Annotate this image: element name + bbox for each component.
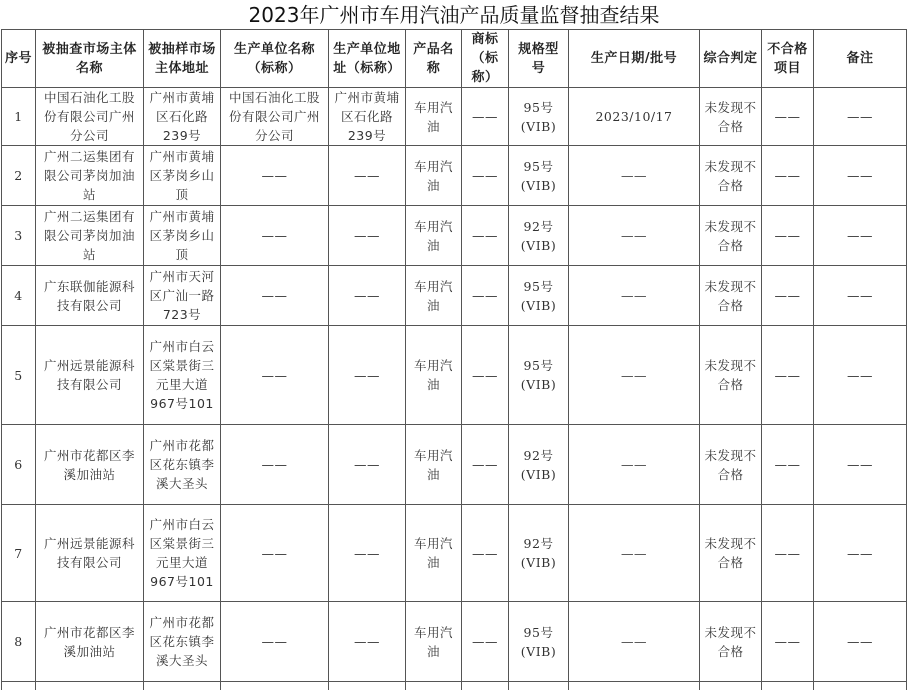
manufacturer: —— <box>221 425 329 505</box>
production-date: —— <box>569 602 700 682</box>
inspected-entity: 广州市花都区李溪加油站 <box>36 602 144 682</box>
remarks: —— <box>814 88 907 146</box>
header-cell: 生产日期/批号 <box>569 30 700 88</box>
header-cell: 序号 <box>2 30 36 88</box>
sampled-address: 广州市黄埔区石化路239号 <box>144 88 221 146</box>
header-cell: 规格型号 <box>509 30 569 88</box>
product-name: 车用汽油 <box>406 88 462 146</box>
empty-cell <box>221 682 329 690</box>
trademark: —— <box>462 505 509 602</box>
header-cell: 生产单位地址（标称） <box>329 30 406 88</box>
product-name: 车用汽油 <box>406 146 462 206</box>
inspected-entity: 中国石油化工股份有限公司广州分公司 <box>36 88 144 146</box>
manufacturer-address: —— <box>329 146 406 206</box>
spec-model: 92号(VIB) <box>509 505 569 602</box>
manufacturer: 中国石油化工股份有限公司广州分公司 <box>221 88 329 146</box>
empty-cell <box>2 682 36 690</box>
failed-items: —— <box>762 206 814 266</box>
manufacturer: —— <box>221 266 329 326</box>
header-cell: 商标（标称） <box>462 30 509 88</box>
product-name: 车用汽油 <box>406 425 462 505</box>
table-row <box>2 326 907 425</box>
spec-model: 95号(VIB) <box>509 326 569 425</box>
inspected-entity: 广州二运集团有限公司茅岗加油站 <box>36 206 144 266</box>
table-row <box>2 88 907 146</box>
production-date: —— <box>569 266 700 326</box>
product-name: 车用汽油 <box>406 505 462 602</box>
production-date: —— <box>569 425 700 505</box>
spec-model: 95号(VIB) <box>509 266 569 326</box>
sampled-address: 广州市白云区棠景街三元里大道967号101 <box>144 326 221 425</box>
inspected-entity: 广州远景能源科技有限公司 <box>36 326 144 425</box>
inspected-entity: 广东联伽能源科技有限公司 <box>36 266 144 326</box>
overall-verdict: 未发现不合格 <box>700 146 762 206</box>
remarks: —— <box>814 425 907 505</box>
empty-cell <box>462 682 509 690</box>
table-row <box>2 425 907 505</box>
failed-items: —— <box>762 88 814 146</box>
empty-cell <box>569 682 700 690</box>
failed-items: —— <box>762 326 814 425</box>
product-name: 车用汽油 <box>406 326 462 425</box>
header-cell: 备注 <box>814 30 907 88</box>
manufacturer-address: —— <box>329 602 406 682</box>
row-index: 4 <box>2 266 36 326</box>
sampled-address: 广州市花都区花东镇李溪大圣头 <box>144 425 221 505</box>
manufacturer: —— <box>221 146 329 206</box>
row-index: 2 <box>2 146 36 206</box>
row-index: 3 <box>2 206 36 266</box>
failed-items: —— <box>762 425 814 505</box>
row-index: 6 <box>2 425 36 505</box>
spec-model: 95号(VIB) <box>509 88 569 146</box>
production-date: —— <box>569 146 700 206</box>
manufacturer: —— <box>221 602 329 682</box>
table-row-partial <box>2 682 907 690</box>
table-row <box>2 146 907 206</box>
empty-cell <box>406 682 462 690</box>
sampled-address: 广州市天河区广汕一路723号 <box>144 266 221 326</box>
spec-model: 95号(VIB) <box>509 146 569 206</box>
inspected-entity: 广州二运集团有限公司茅岗加油站 <box>36 146 144 206</box>
product-name: 车用汽油 <box>406 266 462 326</box>
remarks: —— <box>814 326 907 425</box>
empty-cell <box>700 682 762 690</box>
overall-verdict: 未发现不合格 <box>700 602 762 682</box>
product-name: 车用汽油 <box>406 602 462 682</box>
manufacturer: —— <box>221 505 329 602</box>
overall-verdict: 未发现不合格 <box>700 425 762 505</box>
sampled-address: 广州市花都区花东镇李溪大圣头 <box>144 602 221 682</box>
header-row <box>2 30 907 88</box>
manufacturer-address: —— <box>329 425 406 505</box>
inspected-entity: 广州远景能源科技有限公司 <box>36 505 144 602</box>
trademark: —— <box>462 326 509 425</box>
trademark: —— <box>462 425 509 505</box>
sampled-address: 广州市黄埔区茅岗乡山顶 <box>144 146 221 206</box>
manufacturer: —— <box>221 326 329 425</box>
spec-model: 92号(VIB) <box>509 206 569 266</box>
spec-model: 95号(VIB) <box>509 602 569 682</box>
manufacturer-address: —— <box>329 266 406 326</box>
empty-cell <box>329 682 406 690</box>
header-cell: 生产单位名称（标称） <box>221 30 329 88</box>
empty-cell <box>36 682 144 690</box>
trademark: —— <box>462 266 509 326</box>
header-cell: 不合格项目 <box>762 30 814 88</box>
row-index: 5 <box>2 326 36 425</box>
overall-verdict: 未发现不合格 <box>700 326 762 425</box>
empty-cell <box>509 682 569 690</box>
trademark: —— <box>462 206 509 266</box>
overall-verdict: 未发现不合格 <box>700 505 762 602</box>
overall-verdict: 未发现不合格 <box>700 266 762 326</box>
table-row <box>2 602 907 682</box>
manufacturer-address: —— <box>329 206 406 266</box>
inspected-entity: 广州市花都区李溪加油站 <box>36 425 144 505</box>
header-cell: 产品名称 <box>406 30 462 88</box>
results-table <box>1 29 907 690</box>
empty-cell <box>814 682 907 690</box>
failed-items: —— <box>762 602 814 682</box>
trademark: —— <box>462 146 509 206</box>
page-title: 2023年广州市车用汽油产品质量监督抽查结果 <box>248 3 660 27</box>
overall-verdict: 未发现不合格 <box>700 88 762 146</box>
production-date: —— <box>569 206 700 266</box>
manufacturer-address: 广州市黄埔区石化路239号 <box>329 88 406 146</box>
overall-verdict: 未发现不合格 <box>700 206 762 266</box>
header-cell: 综合判定 <box>700 30 762 88</box>
sampled-address: 广州市白云区棠景街三元里大道967号101 <box>144 505 221 602</box>
product-name: 车用汽油 <box>406 206 462 266</box>
header-cell: 被抽查市场主体名称 <box>36 30 144 88</box>
failed-items: —— <box>762 505 814 602</box>
row-index: 8 <box>2 602 36 682</box>
trademark: —— <box>462 88 509 146</box>
remarks: —— <box>814 505 907 602</box>
production-date: 2023/10/17 <box>569 88 700 146</box>
header-cell: 被抽样市场主体地址 <box>144 30 221 88</box>
remarks: —— <box>814 602 907 682</box>
table-row <box>2 505 907 602</box>
row-index: 1 <box>2 88 36 146</box>
production-date: —— <box>569 326 700 425</box>
remarks: —— <box>814 266 907 326</box>
empty-cell <box>762 682 814 690</box>
spec-model: 92号(VIB) <box>509 425 569 505</box>
trademark: —— <box>462 602 509 682</box>
production-date: —— <box>569 505 700 602</box>
failed-items: —— <box>762 266 814 326</box>
failed-items: —— <box>762 146 814 206</box>
manufacturer-address: —— <box>329 326 406 425</box>
remarks: —— <box>814 206 907 266</box>
table-row <box>2 206 907 266</box>
empty-cell <box>144 682 221 690</box>
manufacturer: —— <box>221 206 329 266</box>
table-row <box>2 266 907 326</box>
remarks: —— <box>814 146 907 206</box>
row-index: 7 <box>2 505 36 602</box>
manufacturer-address: —— <box>329 505 406 602</box>
sampled-address: 广州市黄埔区茅岗乡山顶 <box>144 206 221 266</box>
